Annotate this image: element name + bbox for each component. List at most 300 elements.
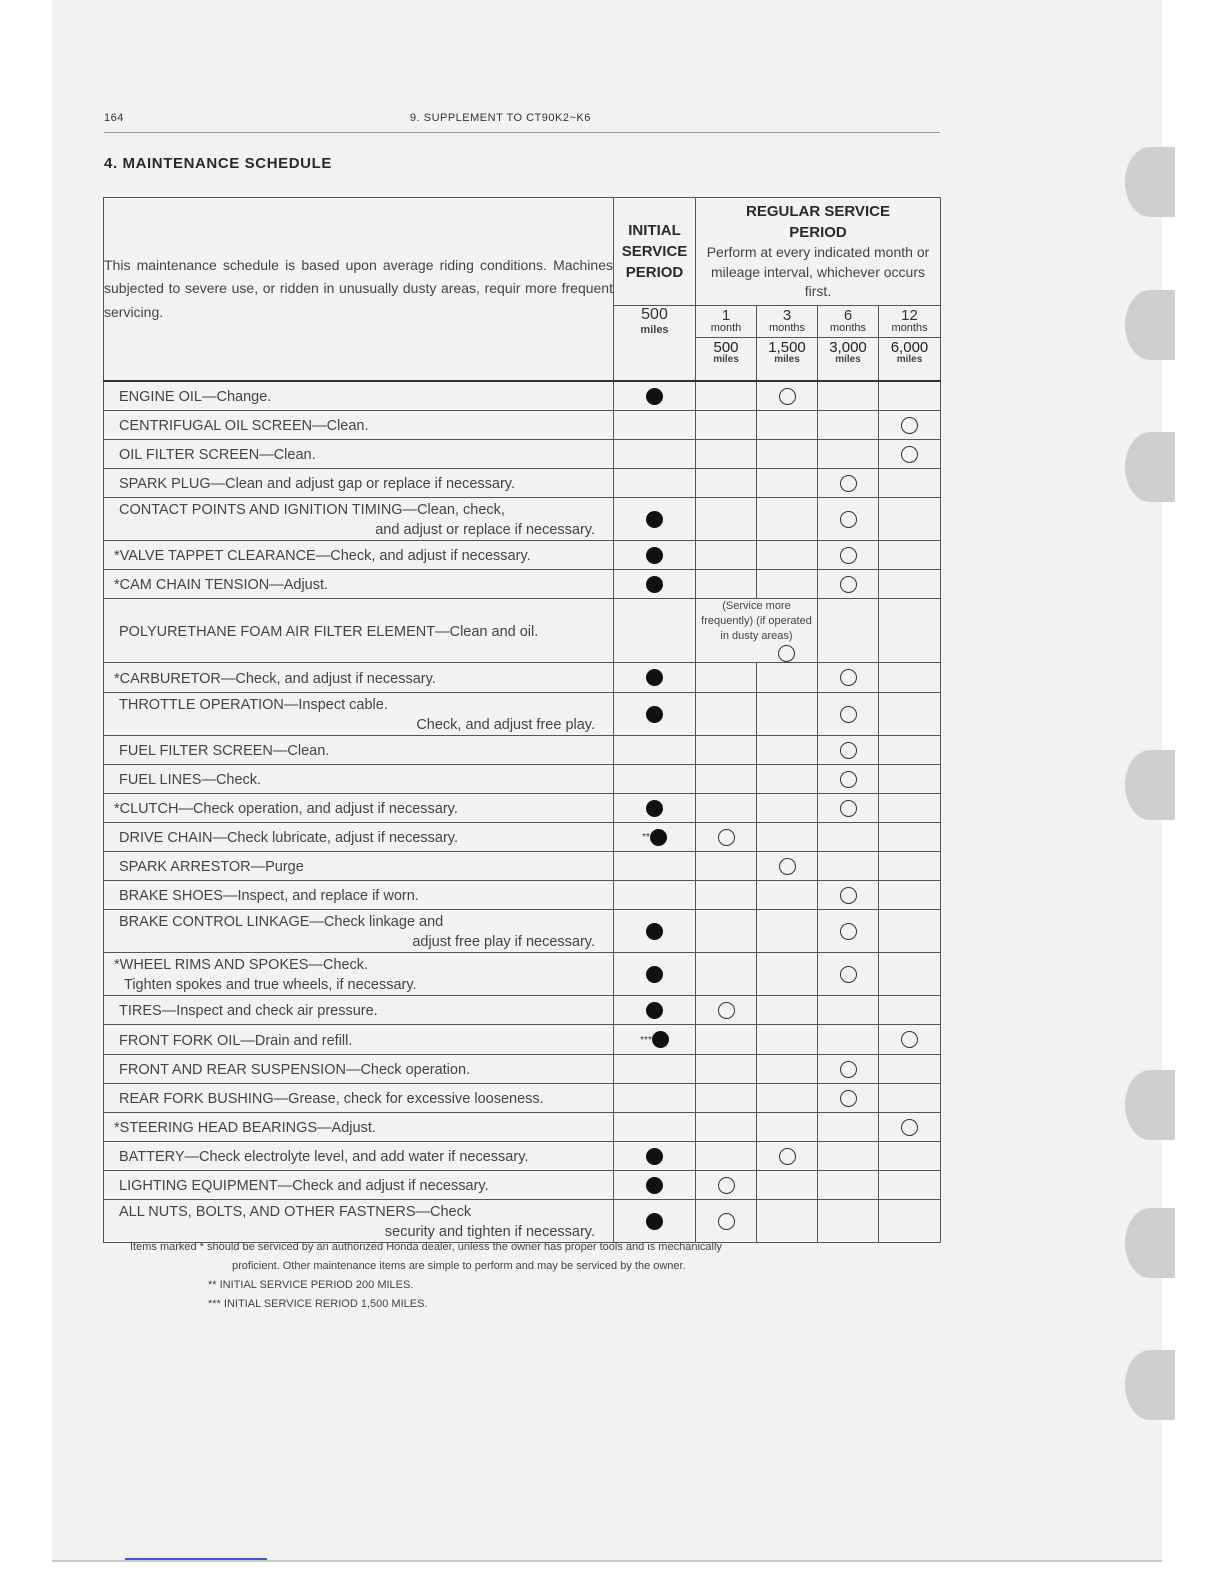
cell-6m [818,381,879,411]
initial-service-dot [650,829,667,846]
initial-header-line: SERVICE [621,243,688,260]
regular-service-header [696,198,941,306]
cell-1m [696,823,757,852]
table-row [104,736,941,765]
interval-miles: 1,500 [757,337,817,355]
cell-12m [879,663,941,693]
item-line-2: Tighten spokes and true wheels, if necessary. [124,977,417,993]
cell-1m [696,1142,757,1171]
cell-initial [614,953,696,996]
cell-1m [696,440,757,469]
footnote-main-cont: proficient. Other maintenance items are simple to perform and may be serviced by the owner. [232,1260,686,1272]
cell-12m [879,765,941,794]
cell-12m [879,823,941,852]
item-name [104,663,614,693]
cell-12m [879,381,941,411]
table-row [104,498,941,541]
cell-12m [879,440,941,469]
item-name [104,953,614,996]
cell-12m [879,1171,941,1200]
item-name [104,1142,614,1171]
binder-hole [1125,1350,1175,1420]
cell-initial [614,693,696,736]
cell-12m [879,693,941,736]
cell-3m [757,823,818,852]
regular-description: Perform at every indicated month or mileage interval, whichever occurs first. [706,244,930,300]
cell-3m [757,1200,818,1243]
cell-6m [818,693,879,736]
table-row [104,440,941,469]
table-row [104,996,941,1025]
regular-service-ring [718,1213,735,1230]
cell-1m [696,852,757,881]
cell-initial [614,440,696,469]
regular-service-ring [840,706,857,723]
item-line: FUEL LINES—Check. [119,772,262,788]
initial-service-dot [646,1148,663,1165]
cell-6m [818,852,879,881]
item-line: *CLUTCH—Check operation, and adjust if necessary. [114,801,458,817]
regular-service-ring [840,966,857,983]
item-line: *STEERING HEAD BEARINGS—Adjust. [114,1120,376,1136]
item-name [104,1084,614,1113]
item-name [104,823,614,852]
table-row [104,541,941,570]
cell-3m [757,570,818,599]
item-line-2: adjust free play if necessary. [412,934,595,950]
table-row [104,1055,941,1084]
cell-6m [818,541,879,570]
footnote-marker: *** [640,1034,652,1046]
item-line: DRIVE CHAIN—Check lubricate, adjust if necessary. [119,830,458,846]
item-line: *WHEEL RIMS AND SPOKES—Check. [114,957,369,973]
cell-6m [818,1025,879,1055]
item-name [104,599,614,663]
item-line: BATTERY—Check electrolyte level, and add water if necessary. [119,1149,529,1165]
initial-miles-cell [614,306,696,381]
cell-initial [614,881,696,910]
item-line: REAR FORK BUSHING—Grease, check for excessive looseness. [119,1091,544,1107]
cell-6m [818,996,879,1025]
regular-service-ring [840,547,857,564]
regular-service-ring [901,417,918,434]
cell-initial [614,765,696,794]
regular-title-line: PERIOD [789,224,847,242]
cell-12m [879,910,941,953]
regular-service-ring [840,576,857,593]
item-line: THROTTLE OPERATION—Inspect cable. [119,697,388,713]
initial-miles-unit: miles [640,324,669,336]
cell-initial [614,411,696,440]
item-name [104,411,614,440]
cell-3m [757,1025,818,1055]
cell-12m [879,881,941,910]
cell-1m [696,663,757,693]
cell-initial [614,1171,696,1200]
binder-hole [1125,147,1175,217]
item-line: FUEL FILTER SCREEN—Clean. [119,743,330,759]
cell-1m [696,996,757,1025]
air-filter-note-cell [696,599,818,663]
cell-6m [818,498,879,541]
item-line: *CARBURETOR—Check, and adjust if necessary. [114,670,436,687]
cell-1m [696,1084,757,1113]
cell-initial [614,794,696,823]
table-row [104,599,941,663]
cell-6m [818,794,879,823]
interval-miles-unit: miles [774,354,800,365]
cell-3m [757,736,818,765]
regular-service-ring [778,645,795,662]
item-line: ENGINE OIL—Change. [119,388,272,405]
table-row [104,881,941,910]
cell-12m [879,411,941,440]
footnote-initial-200: ** INITIAL SERVICE PERIOD 200 MILES. [208,1279,414,1291]
page-number: 164 [104,112,124,124]
cell-12m [879,469,941,498]
cell-initial [614,823,696,852]
cell-3m [757,852,818,881]
table-row [104,1025,941,1055]
cell-6m [818,1171,879,1200]
cell-1m [696,381,757,411]
table-row [104,411,941,440]
cell-1m [696,1113,757,1142]
interval-miles: 3,000 [818,337,878,355]
initial-service-header [614,198,696,306]
cell-3m [757,996,818,1025]
cell-initial [614,1142,696,1171]
cell-6m [818,570,879,599]
cell-12m [879,1142,941,1171]
regular-service-ring [779,1148,796,1165]
binder-hole [1125,432,1175,502]
cell-3m [757,1171,818,1200]
cell-initial [614,381,696,411]
cell-initial [614,541,696,570]
initial-service-dot [646,511,663,528]
item-line: POLYURETHANE FOAM AIR FILTER ELEMENT—Clean and oil. [119,623,539,640]
cell-6m [818,599,879,663]
regular-service-ring [840,771,857,788]
regular-service-ring [840,1090,857,1107]
item-line: *VALVE TAPPET CLEARANCE—Check, and adjust if necessary. [114,548,531,564]
regular-service-ring [779,388,796,405]
item-name [104,440,614,469]
cell-12m [879,1055,941,1084]
interval-period-unit: months [891,322,928,334]
cell-initial [614,599,696,663]
initial-header-line: INITIAL [628,222,681,239]
table-row [104,1084,941,1113]
interval-3 [757,306,818,381]
initial-header-line: PERIOD [625,264,684,281]
regular-service-ring [840,669,857,686]
initial-service-dot [646,800,663,817]
item-name [104,498,614,541]
cell-6m [818,910,879,953]
cell-3m [757,1142,818,1171]
binder-hole [1125,290,1175,360]
table-row [104,823,941,852]
item-name [104,1171,614,1200]
interval-period-unit: month [710,322,742,334]
item-name [104,794,614,823]
cell-12m [879,736,941,765]
page-bottom-edge [52,1560,1162,1562]
cell-6m [818,881,879,910]
item-line: OIL FILTER SCREEN—Clean. [119,447,316,463]
item-line: SPARK ARRESTOR—Purge [119,859,304,875]
initial-service-dot [646,1177,663,1194]
item-name [104,852,614,881]
interval-period-unit: months [768,322,806,334]
cell-1m [696,1055,757,1084]
item-line: TIRES—Inspect and check air pressure. [119,1003,378,1019]
interval-12 [879,306,941,381]
item-name [104,736,614,765]
cell-1m [696,736,757,765]
cell-6m [818,1084,879,1113]
cell-12m [879,1025,941,1055]
table-row [104,469,941,498]
cell-12m [879,541,941,570]
regular-service-ring [718,1177,735,1194]
regular-service-ring [901,446,918,463]
interval-period: 6 [843,307,853,324]
table-row [104,570,941,599]
cell-3m [757,910,818,953]
regular-service-ring [840,742,857,759]
initial-service-dot [646,576,663,593]
interval-miles-unit: miles [713,354,739,365]
cell-6m [818,736,879,765]
maintenance-schedule-table [103,197,941,1243]
table-row [104,953,941,996]
initial-service-dot [652,1031,669,1048]
interval-6 [818,306,879,381]
bottom-link-bar[interactable] [125,1558,267,1560]
initial-service-dot [646,547,663,564]
cell-1m [696,881,757,910]
item-name [104,693,614,736]
cell-1m [696,570,757,599]
initial-service-dot [646,966,663,983]
initial-miles: 500 [641,306,668,323]
regular-service-ring [840,1061,857,1078]
regular-service-ring [901,1119,918,1136]
table-row [104,852,941,881]
item-name [104,881,614,910]
cell-12m [879,953,941,996]
item-line: FRONT FORK OIL—Drain and refill. [119,1032,353,1049]
cell-6m [818,1113,879,1142]
cell-6m [818,953,879,996]
regular-service-ring [840,511,857,528]
table-row [104,693,941,736]
interval-period: 12 [901,307,918,324]
regular-service-ring [840,887,857,904]
cell-12m [879,794,941,823]
cell-12m [879,1084,941,1113]
cell-3m [757,1055,818,1084]
item-name [104,765,614,794]
item-line: ALL NUTS, BOLTS, AND OTHER FASTNERS—Check [119,1204,472,1220]
regular-service-ring [779,858,796,875]
table-row [104,1200,941,1243]
cell-1m [696,1200,757,1243]
cell-3m [757,440,818,469]
cell-3m [757,693,818,736]
initial-service-dot [646,923,663,940]
cell-6m [818,411,879,440]
table-row [104,910,941,953]
interval-miles: 500 [696,337,756,355]
cell-6m [818,469,879,498]
cell-1m [696,910,757,953]
interval-1 [696,306,757,381]
section-title: 4. MAINTENANCE SCHEDULE [104,155,332,172]
cell-1m [696,469,757,498]
cell-initial [614,570,696,599]
cell-3m [757,498,818,541]
footnotes [130,1238,920,1314]
initial-service-dot [646,1002,663,1019]
item-line: CONTACT POINTS AND IGNITION TIMING—Clean, check, [119,502,505,518]
item-name [104,1200,614,1243]
cell-6m [818,823,879,852]
initial-service-dot [646,1213,663,1230]
item-name [104,1055,614,1084]
item-line: FRONT AND REAR SUSPENSION—Check operation. [119,1062,471,1078]
table-row [104,794,941,823]
cell-12m [879,599,941,663]
item-name [104,570,614,599]
binder-hole [1125,750,1175,820]
item-line-2: and adjust or replace if necessary. [375,522,595,538]
interval-period: 1 [721,307,731,324]
item-name [104,1113,614,1142]
cell-1m [696,953,757,996]
interval-period: 3 [782,307,792,324]
cell-6m [818,1200,879,1243]
cell-1m [696,1171,757,1200]
cell-initial [614,1200,696,1243]
item-name [104,381,614,411]
cell-initial [614,996,696,1025]
cell-3m [757,1113,818,1142]
cell-initial [614,469,696,498]
binder-hole [1125,1070,1175,1140]
cell-initial [614,1084,696,1113]
cell-3m [757,794,818,823]
item-line: SPARK PLUG—Clean and adjust gap or replace if necessary. [119,476,515,492]
item-name [104,910,614,953]
cell-6m [818,440,879,469]
regular-service-ring [718,829,735,846]
item-line-2: security and tighten if necessary. [384,1224,595,1240]
interval-period-unit: months [829,322,867,334]
table-row [104,1171,941,1200]
cell-6m [818,1055,879,1084]
table-row [104,1113,941,1142]
initial-service-dot [646,669,663,686]
item-line: BRAKE CONTROL LINKAGE—Check linkage and [119,914,444,930]
binder-hole [1125,1208,1175,1278]
cell-3m [757,381,818,411]
cell-3m [757,765,818,794]
cell-initial [614,663,696,693]
cell-initial [614,1113,696,1142]
schedule-intro: This maintenance schedule is based upon average riding conditions. Machines subjected to severe use, or ridden in unusually dusty areas, requir more frequent servicing. [104,198,614,381]
cell-3m [757,663,818,693]
table-row [104,381,941,411]
regular-service-ring [901,1031,918,1048]
cell-6m [818,765,879,794]
item-name [104,996,614,1025]
regular-service-ring [840,475,857,492]
table-row [104,1142,941,1171]
regular-service-ring [718,1002,735,1019]
cell-1m [696,693,757,736]
item-line: *CAM CHAIN TENSION—Adjust. [114,577,329,593]
footnote-marker: ** [642,831,650,843]
cell-6m [818,663,879,693]
regular-service-ring [840,923,857,940]
cell-initial [614,852,696,881]
interval-miles-unit: miles [896,354,923,365]
cell-12m [879,1200,941,1243]
item-name [104,469,614,498]
cell-initial [614,910,696,953]
item-name [104,1025,614,1055]
cell-12m [879,498,941,541]
interval-miles-unit: miles [835,354,861,365]
table-row [104,765,941,794]
cell-1m [696,541,757,570]
footnote-main: Items marked * should be serviced by an authorized Honda dealer, unless the owner has proper tools and is mechanically [130,1241,722,1253]
cell-3m [757,1084,818,1113]
cell-3m [757,411,818,440]
cell-1m [696,411,757,440]
air-filter-note: (Service more frequently) (if operated in dusty areas) [701,600,812,642]
cell-3m [757,953,818,996]
cell-1m [696,498,757,541]
item-line: LIGHTING EQUIPMENT—Check and adjust if necessary. [119,1178,489,1194]
page-header [104,110,940,133]
regular-service-ring [840,800,857,817]
item-line-2: Check, and adjust free play. [416,717,595,733]
cell-12m [879,852,941,881]
initial-service-dot [646,388,663,405]
cell-1m [696,1025,757,1055]
regular-title-line: REGULAR SERVICE [746,203,890,221]
cell-12m [879,1113,941,1142]
cell-initial [614,736,696,765]
cell-12m [879,570,941,599]
footnote-initial-1500: *** INITIAL SERVICE RERIOD 1,500 MILES. [208,1298,428,1310]
initial-service-dot [646,706,663,723]
cell-initial [614,1025,696,1055]
header-title: 9. SUPPLEMENT TO CT90K2~K6 [410,112,591,124]
cell-1m [696,794,757,823]
table-row [104,663,941,693]
cell-1m [696,765,757,794]
cell-3m [757,469,818,498]
item-name [104,541,614,570]
cell-initial [614,1055,696,1084]
item-line: CENTRIFUGAL OIL SCREEN—Clean. [119,418,369,434]
